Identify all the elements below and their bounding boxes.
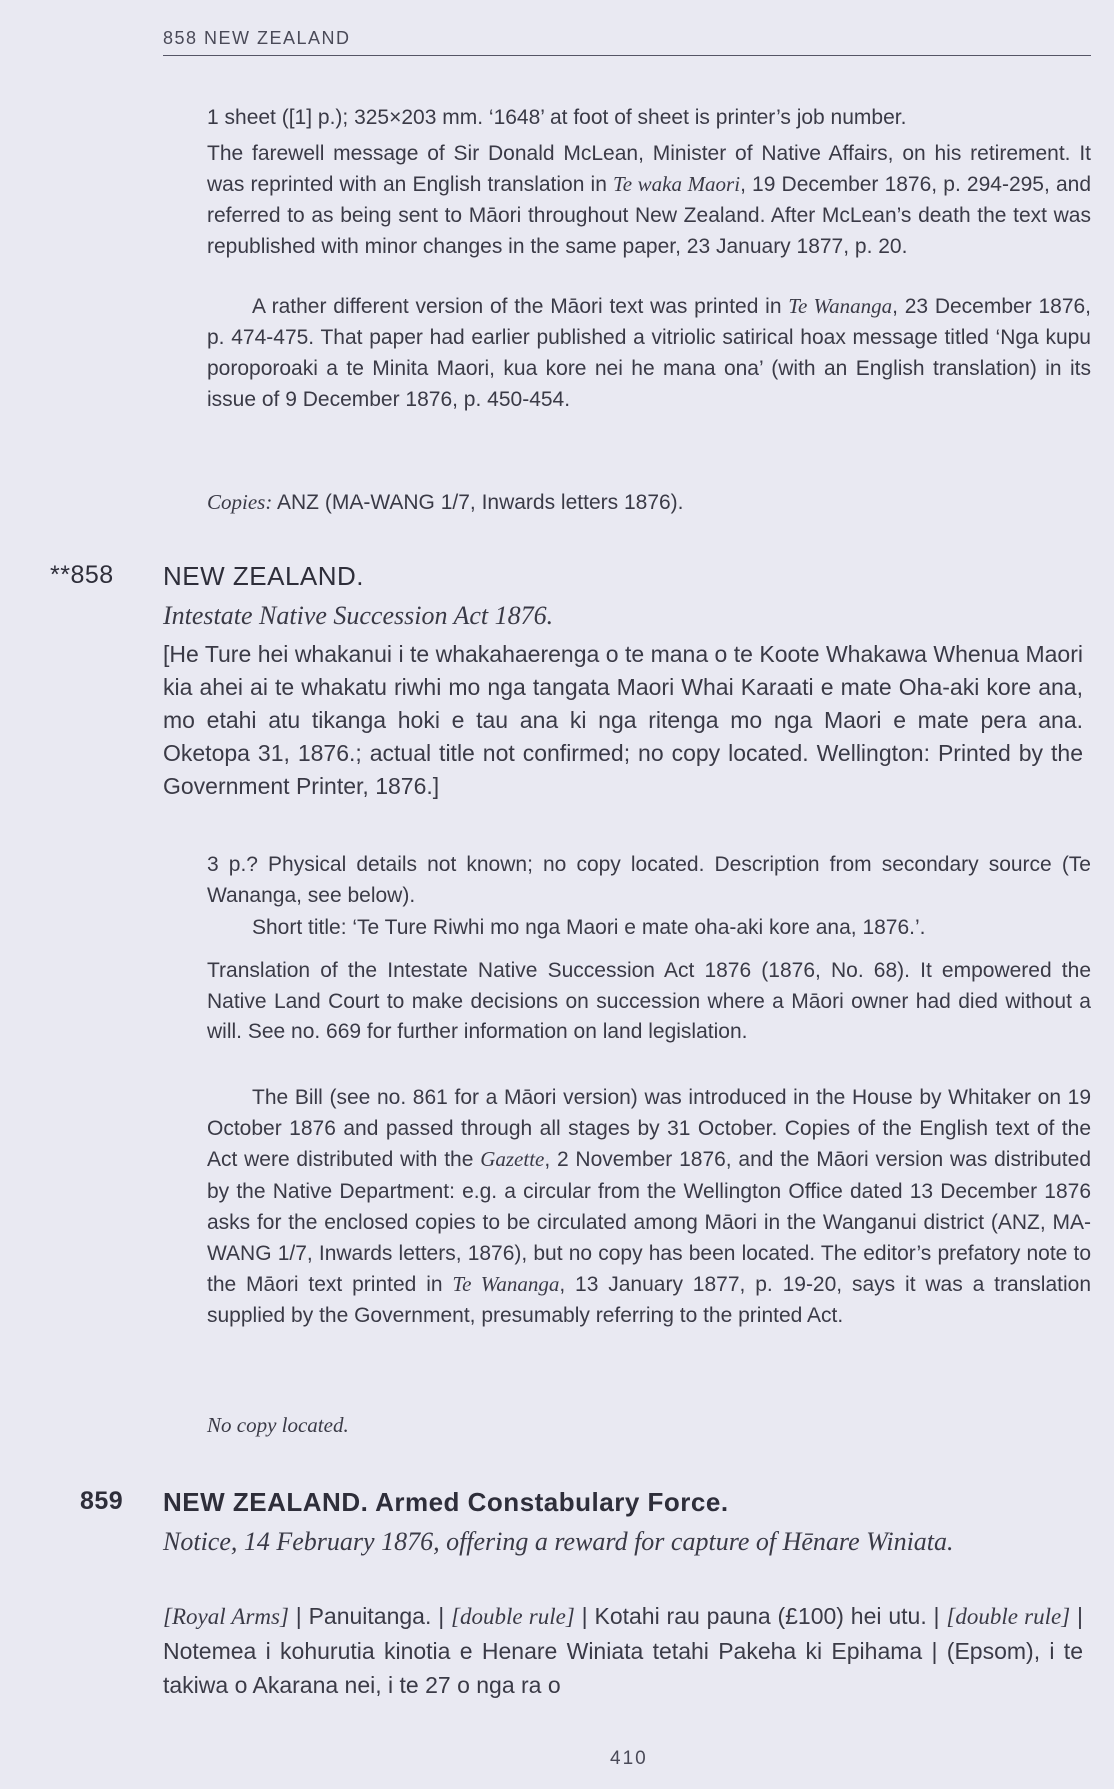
copies-line xyxy=(207,487,1091,518)
title-transcription: [He Ture hei whakanui i te whakahaerenga o te mana o te Koote Whakawa Whenua Maori kia ahei ai te whakatu riwhi mo nga tangata Maori Whai Karaati e mate Oha-aki kore ana, mo etahi atu tikanga hoki e tau ana ki nga ritenga mo nga Maori e mate pera ana. Oketopa 31, 1876.; actual title not confirmed; no copy located. Wellington: Printed by the Government Printer, 1876.] xyxy=(163,641,1083,799)
transcription-text: | Notemea i kohurutia kinotia e Henare Winiata tetahi Pakeha ki Epihama | (Epsom), i te takiwa o Akarana nei, i te 27 o nga ra o xyxy=(163,1603,1083,1698)
note-text: , 19 December 1876, p. 294-295, and referred to as being sent to Māori throughout New Zealand. After McLean’s death the text was republished with minor changes in the same paper, 23 January 1877, p. 20. xyxy=(207,173,1092,258)
entry-heading: NEW ZEALAND. Armed Constabulary Force. xyxy=(163,1487,729,1517)
entry-heading: NEW ZEALAND. xyxy=(163,561,365,591)
note-paragraph xyxy=(207,291,1091,415)
note-text: , 13 January 1877, p. 19-20, says it was a translation supplied by the Government, presumably referring to the printed Act. xyxy=(207,1273,1092,1328)
copies-label: Copies: xyxy=(207,490,273,514)
transcription-text: | Kotahi rau pauna (£100) hei utu. | xyxy=(574,1603,947,1629)
note-text: A rather different version of the Māori text was printed in xyxy=(252,295,789,318)
note-text: , 23 December 1876, p. 474-475. That paper had earlier published a vitriolic satirical hoax message titled ‘Nga kupu poroporoaki a te Minita Maori, kua kore nei he mana ona’ (with an English translation) in its issue of 9 December 1876, p. 450-454. xyxy=(207,295,1092,411)
publication-title: Te waka Maori xyxy=(613,172,741,196)
publication-title: Te Wananga xyxy=(788,294,893,318)
entry-number: **858 xyxy=(50,561,114,589)
running-head: 858 NEW ZEALAND xyxy=(163,28,1091,56)
transcription-editorial: [double rule] xyxy=(946,1604,1071,1629)
transcription-editorial: [Royal Arms] xyxy=(163,1604,289,1629)
note-paragraph xyxy=(207,138,1091,262)
title-transcription xyxy=(163,1599,1083,1702)
publication-title: Gazette xyxy=(480,1147,545,1172)
transcription-editorial: [double rule] xyxy=(451,1604,575,1629)
physical-description: 3 p.? Physical details not known; no copy located. Description from secondary source (Te Wananga, see below). xyxy=(207,853,1091,907)
physical-description: 1 sheet ([1] p.); 325×203 mm. ‘1648’ at foot of sheet is printer’s job number. xyxy=(207,106,907,129)
entry-title: Notice, 14 February 1876, offering a reward for capture of Hēnare Winiata. xyxy=(163,1527,954,1556)
publication-title: Te Wananga xyxy=(452,1272,560,1297)
entry-title: Intestate Native Succession Act 1876. xyxy=(163,601,554,630)
copies-text: ANZ (MA-WANG 1/7, Inwards letters 1876). xyxy=(272,491,684,514)
note-paragraph: Translation of the Intestate Native Succession Act 1876 (1876, No. 68). It empowered the Native Land Court to make decisions on succession where a Māori owner had died without a will. See no. 669 for further information on land legislation. xyxy=(207,959,1091,1043)
note-text: , 2 November 1876, and the Māori version was distributed by the Native Department: e.g. a circular from the Wellington Office dated 13 December 1876 asks for the enclosed copies to be circulated among Māori in the Wanganui district (ANZ, MA-WANG 1/7, Inwards letters, 1876), but no copy has been located. The editor’s prefatory note to the Māori text printed in xyxy=(207,1148,1091,1297)
transcription-text: | Panuitanga. | xyxy=(288,1603,452,1629)
page-number: 410 xyxy=(610,1748,648,1769)
note-text: The farewell message of Sir Donald McLean, Minister of Native Affairs, on his retirement. It was reprinted with an English translation in xyxy=(207,142,1091,196)
entry-number: 859 xyxy=(80,1487,124,1515)
no-copy-note: No copy located. xyxy=(207,1413,349,1437)
short-title: Short title: ‘Te Ture Riwhi mo nga Maori e mate oha-aki kore ana, 1876.’. xyxy=(252,916,926,939)
note-text: The Bill (see no. 861 for a Māori version) was introduced in the House by Whitaker on 19 October 1876 and passed through all stages by 31 October. Copies of the English text of the Act were distributed with the xyxy=(207,1086,1091,1172)
note-paragraph xyxy=(207,1082,1091,1332)
